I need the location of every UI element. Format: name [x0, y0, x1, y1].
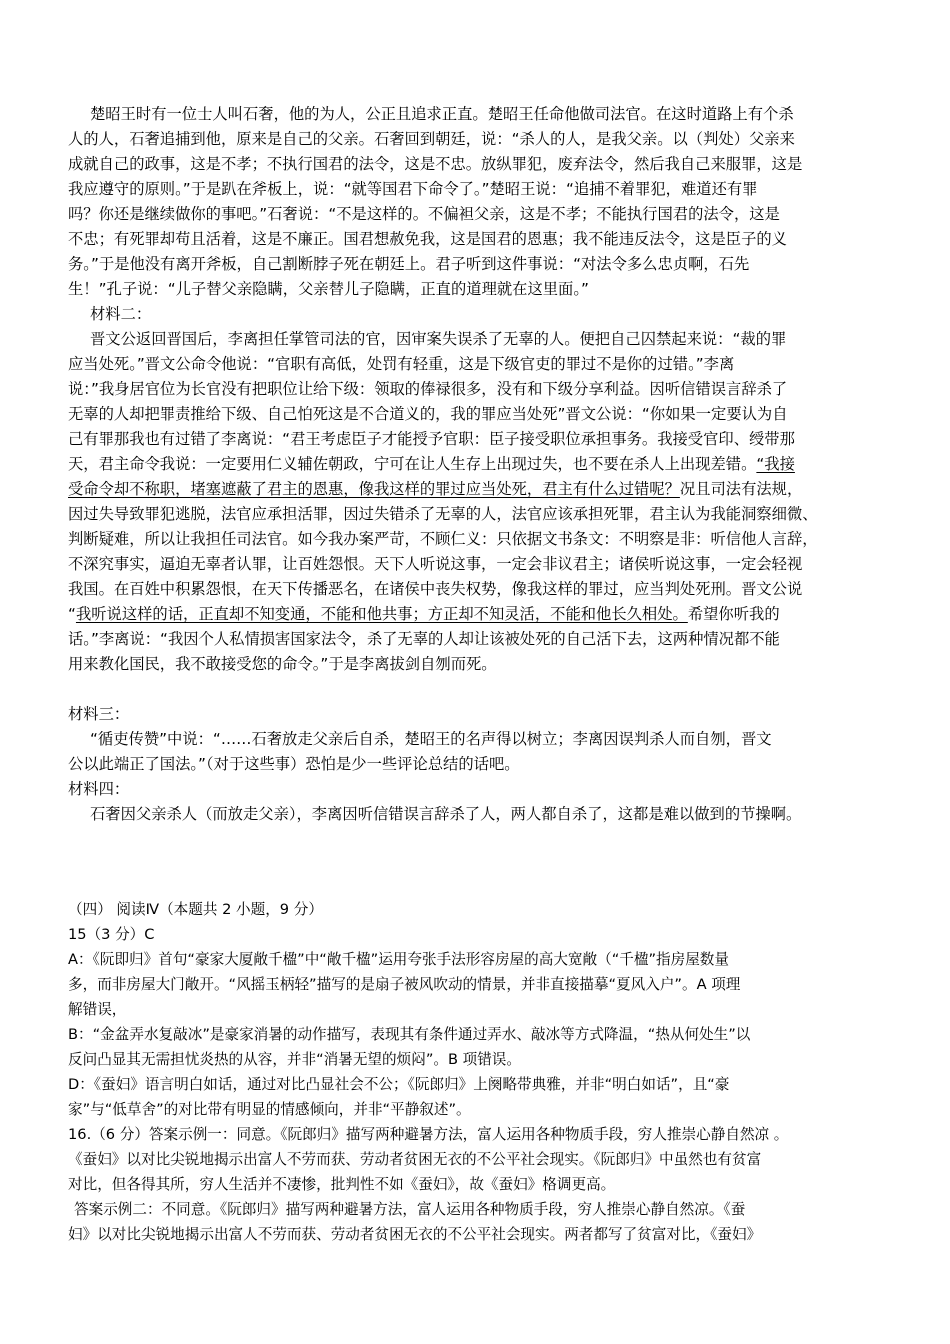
underlined-text: 我听说这样的话，正直却不知变通，不能和他共事；方正却不知灵活，不能和他长久相处。 — [75, 605, 688, 623]
paragraph-line: 我国。在百姓中积累怨恨，在天下传播恶名，在诸侯中丧失权势，像我这样的罪过，应当判处死刑。晋文公说 — [68, 580, 803, 598]
paragraph-line: 石奢因父亲杀人（而放走父亲），李离因听信错误言辞杀了人，两人都自杀了，这都是难以做到的节操啊。 — [90, 805, 802, 823]
paragraph-line: 吗？你还是继续做你的事吧。”石奢说：“不是这样的。不偏袒父亲，这是不孝；不能执行国君的法令，这是 — [68, 205, 780, 223]
answer-line: 《蚕妇》以对比尖锐地揭示出富人不劳而获、劳动者贫困无衣的不公平社会现实。《阮郎归》中虽然也有贫富 — [68, 1151, 762, 1168]
material-heading: 材料二： — [90, 305, 152, 323]
answer-line: 16.（6 分）答案示例一：同意。《阮郎归》描写两种避暑方法，富人运用各种物质手段，穷人推崇心静自然凉 。 — [68, 1126, 789, 1143]
paragraph-line: 晋文公返回晋国后，李离担任掌管司法的官，因审案失误杀了无辜的人。便把自己囚禁起来说：“裁的罪 — [90, 330, 787, 348]
underlined-text: “我接 — [756, 455, 795, 473]
answer-line: 反问凸显其无需担忧炎热的从容，并非“消暑无望的烦闷”。B 项错误。 — [68, 1051, 521, 1068]
answer-line: D：《蚕妇》语言明白如话，通过对比凸显社会不公；《阮郎归》上阕略带典雅，并非“明白如话”，且“豪 — [68, 1076, 730, 1093]
plain-text: 况且司法有法规， — [679, 480, 803, 498]
paragraph-line: 务。”于是他没有离开斧板，自己割断脖子死在朝廷上。君子听到这件事说：“对法令多么忠贞啊，石先 — [68, 255, 750, 273]
section-title: （四） 阅读Ⅳ（本题共 2 小题，9 分） — [68, 901, 323, 918]
answer-line: 多，而非房屋大门敞开。“风摇玉柄轻”描写的是扇子被风吹动的情景，并非直接描摹“夏风入户”。A 项理 — [68, 976, 741, 993]
plain-text: “ — [68, 605, 76, 623]
paragraph-line: 不深究事实，逼迫无辜者认罪，让百姓怨恨。天下人听说这事，一定会非议君主；诸侯听说这事，一定会轻视 — [68, 555, 803, 573]
paragraph-line: 我应遵守的原则。”于是趴在斧板上，说：“就等国君下命令了。”楚昭王说：“追捕不着罪犯，难道还有罪 — [68, 180, 758, 198]
paragraph-line — [68, 477, 888, 501]
answer-line: 家”与“低草舍”的对比带有明显的情感倾向，并非“平静叙述”。 — [68, 1101, 471, 1118]
paragraph-line: 公以此端正了国法。”（对于这些事）恐怕是少一些评论总结的话吧。 — [68, 755, 520, 773]
answer-line: 答案示例二：不同意。《阮郎归》描写两种避暑方法，富人运用各种物质手段，穷人推崇心静自然凉。《蚕 — [74, 1201, 746, 1218]
paragraph-line: 判断疑难，所以让我担任司法官。如今我办案严苛，不顾仁义：只依据文书条文：不明察是非：听信他人言辞， — [68, 530, 818, 548]
paragraph-line: 不忠；有死罪却苟且活着，这是不廉正。国君想赦免我，这是国君的恩惠；我不能违反法令，这是臣子的义 — [68, 230, 787, 248]
underlined-text: 受命令却不称职，堵塞遮蔽了君主的恩惠，像我这样的罪过应当处死，君主有什么过错呢？ — [68, 480, 680, 498]
paragraph-line: 用来教化国民，我不敢接受您的命令。”于是李离拔剑自刎而死。 — [68, 655, 497, 673]
plain-text: 天，君主命令我说：一定要用仁义辅佐朝政，宁可在让人生存上出现过失，也不要在杀人上出现差错。 — [68, 455, 757, 473]
plain-text: 希望你听我的 — [687, 605, 780, 623]
paragraph-line: 说：”我身居官位为长官没有把职位让给下级：领取的俸禄很多，没有和下级分享利益。因听信错误言辞杀了 — [68, 380, 788, 398]
paragraph-line: 己有罪那我也有过错了李离说：“君王考虑臣子才能授予官职：臣子接受职位承担事务。我接受官印、绶带那 — [68, 430, 795, 448]
material-heading: 材料四： — [68, 780, 130, 798]
material-heading: 材料三： — [68, 705, 130, 723]
paragraph-line — [68, 602, 888, 626]
paragraph-line: 应当处死。”晋文公命令他说：“官职有高低，处罚有轻重，这是下级官吏的罪过不是你的过错。”李离 — [68, 355, 735, 373]
answer-line: 解错误， — [68, 1001, 127, 1018]
answer-line: 15（3 分）C — [68, 926, 155, 943]
paragraph-line: 无辜的人却把罪责推给下级、自己怕死这是不合道义的，我的罪应当处死”晋文公说：“你如果一定要认为自 — [68, 405, 788, 423]
paragraph-line: 因过失导致罪犯逃脱，法官应承担活罪，因过失错杀了无辜的人，法官应该承担死罪，君主认为我能洞察细微、 — [68, 505, 818, 523]
answer-line: A：《阮即归》首句“豪家大厦敞千楹”中“敞千楹”运用夸张手法形容房屋的高大宽敞（“千楹”指房屋数量 — [68, 951, 729, 968]
paragraph-line: 成就自己的政事，这是不孝；不执行国君的法令，这是不忠。放纵罪犯，废弃法令，然后我自己来服罪，这是 — [68, 155, 803, 173]
paragraph-line: 话。”李离说：“我因个人私情损害国家法令，杀了无辜的人却让该被处死的自己活下去，这两种情况都不能 — [68, 630, 780, 648]
paragraph-line — [68, 452, 888, 476]
answer-line: 妇》以对比尖锐地揭示出富人不劳而获、劳动者贫困无衣的不公平社会现实。两者都写了贫富对比，《蚕妇》 — [68, 1226, 762, 1243]
paragraph-line: 楚昭王时有一位士人叫石奢，他的为人，公正且追求正直。楚昭王任命他做司法官。在这时道路上有个杀 — [90, 105, 794, 123]
paragraph-line: 生！”孔子说：“儿子替父亲隐瞒，父亲替儿子隐瞒，正直的道理就在这里面。” — [68, 280, 589, 298]
answer-line: B：“金盆弄水复敲冰”是豪家消暑的动作描写，表现其有条件通过弄水、敲冰等方式降温，“热从何处生”以 — [68, 1026, 751, 1043]
paragraph-line: 人的人，石奢追捕到他，原来是自己的父亲。石奢回到朝廷，说：“杀人的人，是我父亲。以（判处）父亲来 — [68, 130, 795, 148]
answer-line: 对比，但各得其所，穷人生活并不凄惨，批判性不如《蚕妇》，故《蚕妇》格调更高。 — [68, 1176, 616, 1193]
paragraph-line: “循吏传赞”中说：“……石奢放走父亲后自杀，楚昭王的名声得以树立；李离因误判杀人而自刎，晋文 — [90, 730, 772, 748]
